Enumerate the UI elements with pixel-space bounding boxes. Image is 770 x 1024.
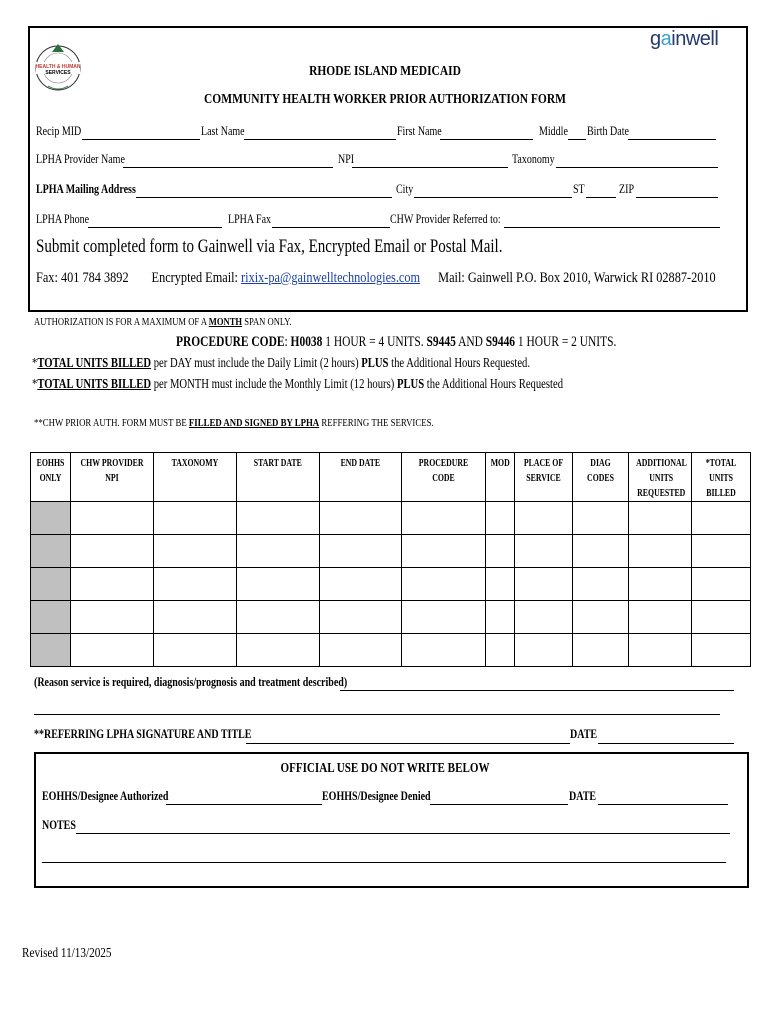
table-cell[interactable]: [515, 634, 573, 667]
table-cell[interactable]: [573, 634, 629, 667]
taxonomy-field[interactable]: [556, 167, 718, 168]
table-cell[interactable]: [402, 535, 486, 568]
last-name-field[interactable]: [244, 139, 396, 140]
service-request-table: [30, 452, 751, 667]
reason-field-line2[interactable]: [34, 714, 720, 715]
official-date-field[interactable]: [598, 804, 728, 805]
table-cell[interactable]: [573, 568, 629, 601]
col-eohhs-only: EOHHS ONLY: [31, 453, 71, 502]
table-cell[interactable]: [320, 568, 402, 601]
taxonomy-label: Taxonomy: [512, 152, 555, 166]
daily-units-note: *TOTAL UNITS BILLED per DAY must include the Daily Limit (2 hours) PLUS the Additional Hours Requested.: [32, 356, 531, 371]
contact-line: [36, 270, 716, 287]
col-chw-provider-npi: CHW PROVIDER NPI: [71, 453, 154, 502]
npi-field[interactable]: [352, 167, 508, 168]
table-cell[interactable]: [515, 502, 573, 535]
table-cell[interactable]: [629, 568, 692, 601]
table-cell: [31, 535, 71, 568]
table-cell[interactable]: [573, 601, 629, 634]
npi-label: NPI: [338, 152, 355, 166]
recip-mid-field[interactable]: [82, 139, 200, 140]
form-title-state: RHODE ISLAND MEDICAID: [309, 64, 461, 79]
lpha-provider-name-field[interactable]: [123, 167, 333, 168]
official-use-heading: OFFICIAL USE DO NOT WRITE BELOW: [280, 760, 490, 775]
table-cell[interactable]: [237, 634, 320, 667]
table-cell[interactable]: [692, 601, 751, 634]
reason-field-line1[interactable]: [340, 690, 734, 691]
st-field[interactable]: [586, 197, 616, 198]
table-cell[interactable]: [71, 634, 154, 667]
table-row: [31, 535, 751, 568]
lpha-phone-field[interactable]: [88, 227, 222, 228]
col-additional-units: ADDITIONAL UNITS REQUESTED: [629, 453, 692, 502]
table-cell[interactable]: [402, 502, 486, 535]
col-taxonomy: TAXONOMY: [154, 453, 237, 502]
table-cell[interactable]: [320, 601, 402, 634]
table-header-row: [31, 453, 751, 502]
table-cell[interactable]: [629, 502, 692, 535]
chw-referred-label: CHW Provider Referred to:: [390, 212, 501, 226]
table-row: [31, 601, 751, 634]
table-cell[interactable]: [629, 601, 692, 634]
city-label: City: [396, 182, 414, 196]
lpha-provider-name-label: LPHA Provider Name: [36, 152, 125, 166]
fax-number: Fax: 401 784 3892: [36, 270, 129, 286]
table-cell[interactable]: [692, 535, 751, 568]
table-cell: [31, 601, 71, 634]
table-cell[interactable]: [402, 634, 486, 667]
table-cell: [31, 634, 71, 667]
table-cell: [31, 568, 71, 601]
table-cell[interactable]: [515, 568, 573, 601]
table-cell[interactable]: [320, 502, 402, 535]
table-cell[interactable]: [629, 634, 692, 667]
table-cell[interactable]: [71, 535, 154, 568]
table-cell[interactable]: [71, 568, 154, 601]
first-name-field[interactable]: [440, 139, 533, 140]
table-cell[interactable]: [692, 502, 751, 535]
table-cell[interactable]: [402, 568, 486, 601]
table-cell[interactable]: [154, 601, 237, 634]
authorization-limit-note: AUTHORIZATION IS FOR A MAXIMUM OF A MONTH SPAN ONLY.: [34, 316, 292, 328]
table-row: [31, 634, 751, 667]
table-cell[interactable]: [320, 535, 402, 568]
signature-field[interactable]: [246, 743, 570, 744]
table-cell[interactable]: [573, 502, 629, 535]
col-procedure-code: PROCEDURE CODE: [402, 453, 486, 502]
middle-label: Middle: [539, 124, 568, 138]
form-title: COMMUNITY HEALTH WORKER PRIOR AUTHORIZATION FORM: [204, 92, 566, 107]
table-row: [31, 502, 751, 535]
col-start-date: START DATE: [237, 453, 320, 502]
lpha-fax-label: LPHA Fax: [228, 212, 272, 226]
city-field[interactable]: [414, 197, 572, 198]
col-place-of-service: PLACE OF SERVICE: [515, 453, 573, 502]
lpha-phone-label: LPHA Phone: [36, 212, 90, 226]
eohhs-denied-label: EOHHS/Designee Denied: [322, 789, 431, 803]
lpha-signature-requirement: **CHW PRIOR AUTH. FORM MUST BE FILLED AND SIGNED BY LPHA REFFERING THE SERVICES.: [34, 417, 434, 429]
gainwell-logo: gainwell: [650, 28, 719, 50]
last-name-label: Last Name: [201, 124, 245, 138]
table-cell[interactable]: [692, 568, 751, 601]
table-cell[interactable]: [71, 601, 154, 634]
email-label: Encrypted Email:: [151, 270, 242, 286]
svg-text:SERVICES: SERVICES: [45, 70, 71, 76]
col-mod: MOD: [486, 453, 515, 502]
table-cell[interactable]: [629, 535, 692, 568]
lpha-mailing-address-field[interactable]: [136, 197, 392, 198]
table-cell[interactable]: [573, 535, 629, 568]
lpha-mailing-address-label: LPHA Mailing Address: [36, 182, 136, 196]
chw-referred-field[interactable]: [504, 227, 720, 228]
col-total-units-billed: *TOTAL UNITS BILLED: [692, 453, 751, 502]
middle-field[interactable]: [568, 139, 586, 140]
submit-instructions: Submit completed form to Gainwell via Fax, Encrypted Email or Postal Mail.: [36, 236, 503, 257]
monthly-units-note: *TOTAL UNITS BILLED per MONTH must include the Monthly Limit (12 hours) PLUS the Additional Hours Requested: [32, 377, 564, 392]
revision-date: Revised 11/13/2025: [22, 946, 112, 961]
procedure-code-note: PROCEDURE CODE: H0038 1 HOUR = 4 UNITS. S9445 AND S9446 1 HOUR = 2 UNITS.: [176, 334, 617, 350]
table-cell[interactable]: [692, 634, 751, 667]
col-end-date: END DATE: [320, 453, 402, 502]
table-cell[interactable]: [515, 601, 573, 634]
table-cell[interactable]: [320, 634, 402, 667]
encrypted-email-link[interactable]: rixix-pa@gainwelltechnologies.com: [241, 270, 421, 286]
table-cell[interactable]: [402, 601, 486, 634]
notes-label: NOTES: [42, 818, 76, 832]
col-diag-codes: DIAG CODES: [573, 453, 629, 502]
table-cell[interactable]: [154, 535, 237, 568]
table-cell[interactable]: [515, 535, 573, 568]
notes-field-line2[interactable]: [42, 862, 726, 863]
table-row: [31, 568, 751, 601]
signature-label: **REFERRING LPHA SIGNATURE AND TITLE: [34, 727, 252, 741]
table-cell[interactable]: [154, 502, 237, 535]
st-label: ST: [573, 182, 585, 196]
signature-date-label: DATE: [570, 727, 598, 741]
table-cell[interactable]: [486, 601, 515, 634]
signature-date-field[interactable]: [598, 743, 734, 744]
table-cell: [31, 502, 71, 535]
table-cell[interactable]: [486, 535, 515, 568]
reason-label: (Reason service is required, diagnosis/prognosis and treatment described): [34, 675, 348, 689]
zip-label: ZIP: [619, 182, 634, 196]
table-cell[interactable]: [486, 568, 515, 601]
birth-date-label: Birth Date: [587, 124, 629, 138]
eohhs-authorized-label: EOHHS/Designee Authorized: [42, 789, 169, 803]
table-cell[interactable]: [486, 502, 515, 535]
svg-text:HEALTH & HUMAN: HEALTH & HUMAN: [35, 64, 81, 70]
recip-mid-label: Recip MID: [36, 124, 82, 138]
zip-field[interactable]: [636, 197, 718, 198]
first-name-label: First Name: [397, 124, 442, 138]
lpha-fax-field[interactable]: [272, 227, 390, 228]
official-date-label: DATE: [569, 789, 597, 803]
table-cell[interactable]: [237, 601, 320, 634]
table-cell[interactable]: [237, 502, 320, 535]
birth-date-field[interactable]: [628, 139, 716, 140]
table-cell[interactable]: [237, 535, 320, 568]
table-cell[interactable]: [486, 634, 515, 667]
eohhs-denied-field[interactable]: [430, 804, 568, 805]
table-cell[interactable]: [154, 568, 237, 601]
notes-field-line1[interactable]: [76, 833, 730, 834]
table-cell[interactable]: [71, 502, 154, 535]
eohhs-authorized-field[interactable]: [166, 804, 322, 805]
table-cell[interactable]: [154, 634, 237, 667]
table-cell[interactable]: [237, 568, 320, 601]
mail-address: Mail: Gainwell P.O. Box 2010, Warwick RI 02887-2010: [438, 270, 716, 286]
